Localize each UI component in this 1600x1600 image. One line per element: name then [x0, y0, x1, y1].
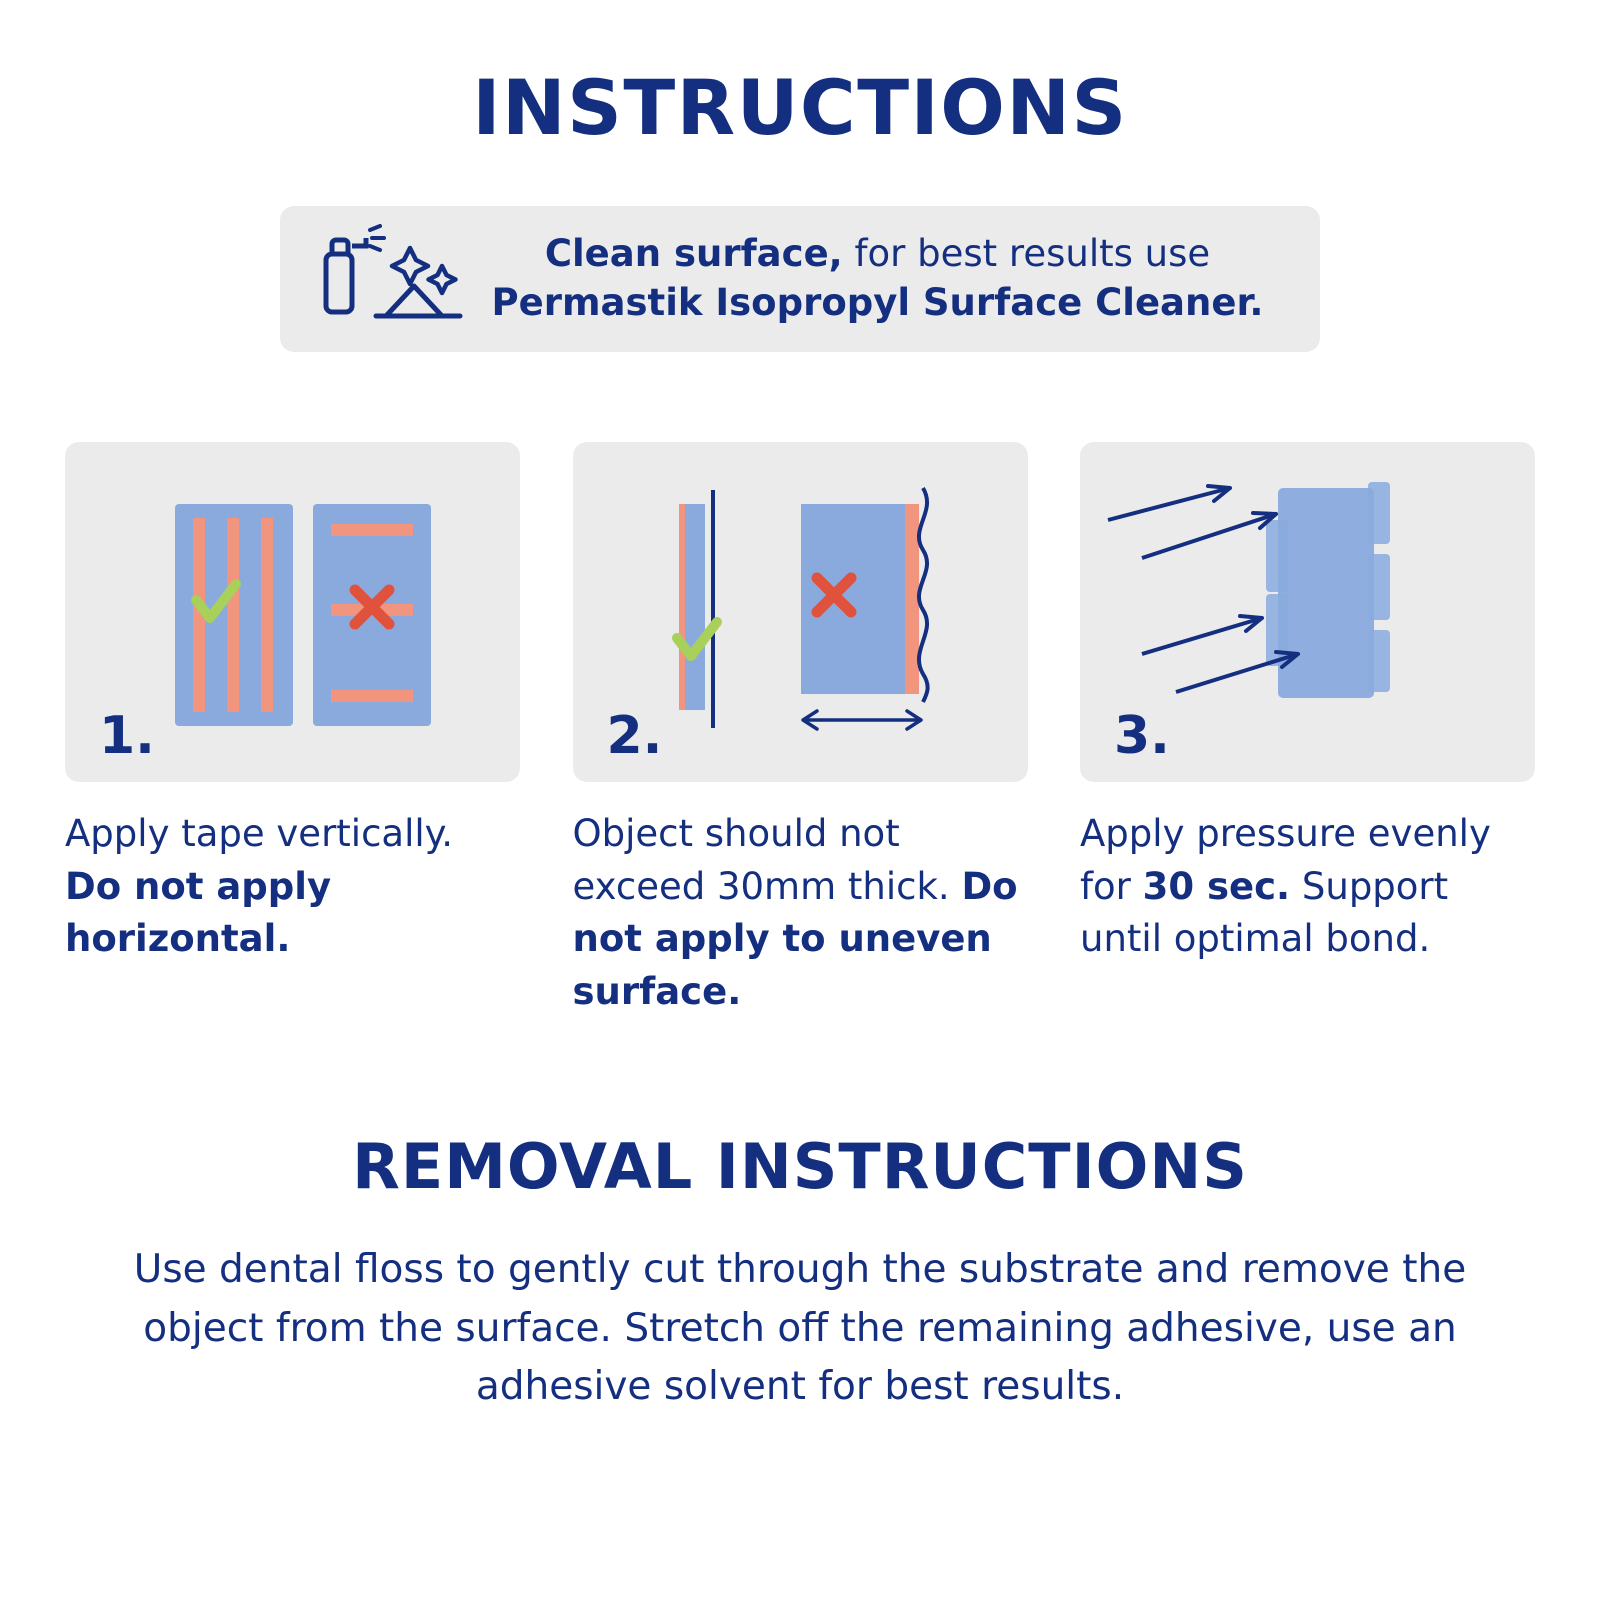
step-1 [65, 442, 520, 1018]
page-title: INSTRUCTIONS [472, 63, 1128, 152]
step-3-number: 3. [1114, 706, 1170, 766]
step-3-caption-pre: Apply pressure evenly for [1080, 812, 1491, 908]
step-3-caption [1080, 808, 1535, 966]
step-3-caption-post: Support until optimal bond. [1080, 864, 1449, 961]
spray-bottle-sparkle-icon [314, 224, 479, 334]
step-1-card [65, 442, 520, 782]
step-2-number: 2. [606, 706, 663, 766]
clean-surface-rest: for best results use [842, 232, 1211, 276]
step-1-caption-normal: Apply tape vertically. [65, 812, 454, 855]
removal-body: Use dental floss to gently cut through the substrate and remove the object from the surface. Stretch off the remaining adhesive, use an adhesive solvent for best results. [133, 1247, 1467, 1410]
step-3-card [1080, 442, 1535, 782]
step-1-number: 1. [99, 706, 155, 766]
step-2-card [573, 442, 1028, 782]
step-2-caption [573, 808, 1028, 1018]
step-3 [1080, 442, 1535, 1018]
clean-surface-text [479, 230, 1286, 328]
step-2-caption-normal: Object should not exceed 30mm thick. [572, 812, 962, 908]
step-2-caption-bold: Do not apply to uneven surface. [572, 864, 1018, 1013]
clean-surface-banner [280, 206, 1320, 352]
step-1-caption-bold: Do not apply horizontal. [65, 864, 332, 961]
removal-title: REMOVAL INSTRUCTIONS [352, 1130, 1248, 1204]
step-1-caption [65, 808, 520, 966]
step-3-caption-bold: 30 sec. [1142, 864, 1291, 908]
step-2 [573, 442, 1028, 1018]
steps-row [65, 442, 1535, 1018]
clean-surface-line2: Permastik Isopropyl Surface Cleaner. [491, 281, 1264, 324]
clean-surface-bold-lead: Clean surface, [544, 232, 843, 276]
